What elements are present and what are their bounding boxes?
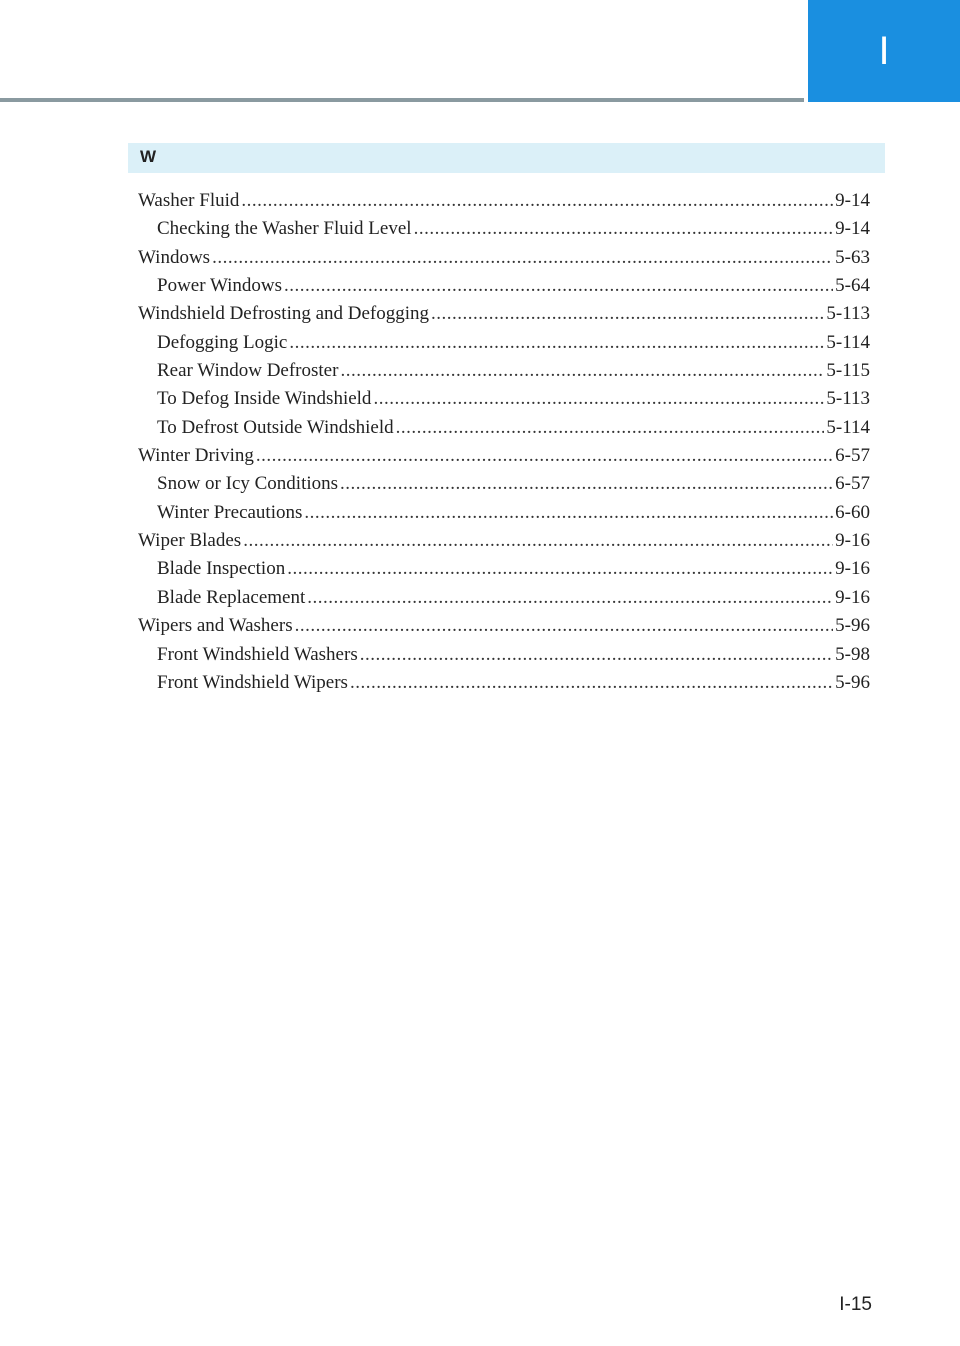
entry-label: Rear Window Defroster [157, 360, 339, 382]
index-entry[interactable] [138, 527, 870, 555]
index-entry[interactable] [138, 555, 870, 583]
dot-leader [256, 442, 833, 470]
index-entry[interactable] [138, 385, 870, 413]
dot-leader [360, 641, 833, 669]
index-entry[interactable] [138, 215, 870, 243]
entry-label: Wiper Blades [138, 530, 242, 552]
section-header [128, 143, 885, 173]
entry-page: 5-64 [835, 275, 870, 297]
entry-page: 9-16 [835, 558, 870, 580]
entry-page: 5-98 [835, 643, 870, 665]
entry-label: Winter Precautions [157, 501, 303, 523]
entry-label: Winter Driving [138, 445, 254, 467]
entry-label: Washer Fluid [138, 190, 240, 211]
entry-page: 6-57 [835, 473, 870, 495]
entry-label: To Defrost Outside Windshield [157, 416, 394, 438]
entry-label: Defogging Logic [157, 331, 288, 353]
entry-label: Front Windshield Washers [157, 643, 358, 665]
entry-page: 5-113 [826, 303, 870, 325]
entry-page: 5-63 [835, 246, 870, 268]
index-entry[interactable] [138, 641, 870, 669]
index-list [138, 187, 870, 697]
index-entry[interactable] [138, 357, 870, 385]
entry-page: 5-96 [835, 671, 870, 693]
section-letter: W [140, 147, 157, 166]
entry-page: 5-114 [826, 416, 870, 438]
entry-page: 6-57 [835, 445, 870, 467]
entry-page: 5-114 [826, 331, 870, 353]
dot-leader [289, 329, 824, 357]
entry-label: Front Windshield Wipers [157, 671, 348, 693]
entry-page: 5-115 [826, 360, 870, 382]
dot-leader [304, 499, 833, 527]
index-entry[interactable] [138, 470, 870, 498]
entry-page: 9-16 [835, 530, 870, 552]
index-entry[interactable] [138, 300, 870, 328]
dot-leader [340, 470, 833, 498]
dot-leader [340, 357, 824, 385]
dot-leader [307, 584, 833, 612]
dot-leader [373, 385, 824, 413]
entry-label: Windshield Defrosting and Defogging [138, 303, 430, 325]
entry-label: Wipers and Washers [138, 615, 293, 637]
entry-label: Blade Replacement [157, 586, 306, 608]
dot-leader [287, 555, 833, 583]
dot-leader [243, 527, 833, 555]
dot-leader [431, 300, 824, 328]
entry-page: 9-14 [835, 190, 870, 211]
chapter-tab [808, 0, 960, 102]
entry-page: 9-16 [835, 586, 870, 608]
entry-page: 6-60 [835, 501, 870, 523]
dot-leader [212, 244, 833, 272]
dot-leader [350, 669, 833, 697]
dot-leader [396, 414, 825, 442]
dot-leader [241, 187, 833, 215]
entry-label: To Defog Inside Windshield [157, 388, 372, 410]
entry-page: 5-113 [826, 388, 870, 410]
entry-page: 5-96 [835, 615, 870, 637]
dot-leader [295, 612, 834, 640]
dot-leader [284, 272, 833, 300]
index-entry[interactable] [138, 414, 870, 442]
index-entry[interactable] [138, 442, 870, 470]
entry-label: Blade Inspection [157, 558, 286, 580]
index-entry[interactable] [138, 499, 870, 527]
entry-label: Checking the Washer Fluid Level [157, 218, 412, 240]
entry-label: Windows [138, 246, 211, 268]
entry-page: 9-14 [835, 218, 870, 240]
entry-label: Power Windows [157, 275, 283, 297]
index-entry[interactable] [138, 584, 870, 612]
entry-label: Snow or Icy Conditions [157, 473, 339, 495]
header-rule [0, 98, 804, 102]
page-number: I-15 [839, 1294, 872, 1315]
index-entry[interactable] [138, 669, 870, 697]
index-entry[interactable] [138, 612, 870, 640]
chapter-tab-letter: I [878, 28, 890, 73]
index-entry[interactable] [138, 329, 870, 357]
dot-leader [414, 215, 834, 243]
index-entry[interactable] [138, 187, 870, 215]
index-entry[interactable] [138, 272, 870, 300]
index-entry[interactable] [138, 244, 870, 272]
